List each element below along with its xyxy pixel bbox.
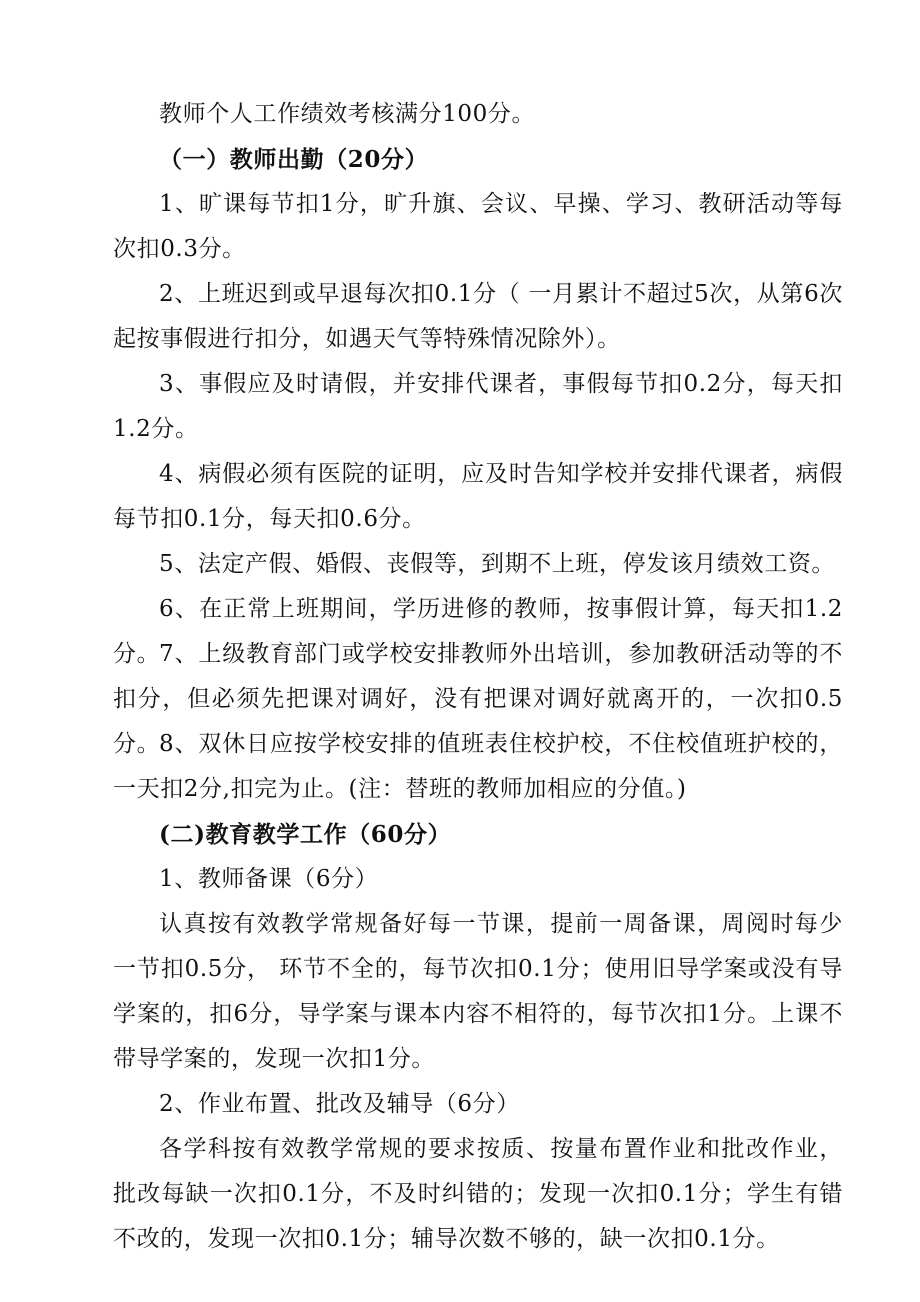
section-1-item-7: 7、上级教育部门或学校安排教师外出培训，参加教研活动等的不扣分，但必须先把课对调好，没有把课对调好就离开的，一次扣0.5分。 [113,641,843,757]
section-2-heading: (二)教育教学工作（60分） [159,821,452,848]
intro-paragraph: 教师个人工作绩效考核满分100分。 [159,101,536,127]
section-2-sub-1-body: 认真按有效教学常规备好每一节课，提前一周备课，周阅时每少一节扣0.5分， 环节不全的，每节次扣0.1分；使用旧导学案或没有导学案的，扣6分，导学案与课本内容不相符的，每节次扣1分。上课不带导学案的，发现一次扣1分。 [113,911,843,1072]
section-1-item-3: 3、事假应及时请假，并安排代课者，事假每节扣0.2分，每天扣1.2分。 [113,371,843,442]
section-2-sub-2-body: 各学科按有效教学常规的要求按质、按量布置作业和批改作业，批改每缺一次扣0.1分，不及时纠错的；发现一次扣0.1分；学生有错不改的，发现一次扣0.1分；辅导次数不够的，缺一次扣0.1分。 [113,1136,843,1252]
section-1-item-6: 6、在正常上班期间，学历进修的教师，按事假计算，每天扣1.2分。 [113,596,843,667]
section-2-sub-1-title: 1、教师备课（6分） [159,866,379,892]
section-1-item-8: 8、双休日应按学校安排的值班表住校护校，不住校值班护校的，一天扣2分,扣完为止。(注：替班的教师加相应的分值。) [113,731,843,802]
section-1-heading: （一）教师出勤（20分） [159,146,429,173]
section-2-sub-2-title: 2、作业布置、批改及辅导（6分） [159,1091,520,1117]
section-1-item-5: 5、法定产假、婚假、丧假等，到期不上班，停发该月绩效工资。 [159,551,836,577]
section-1-item-2: 2、上班迟到或早退每次扣0.1分（ 一月累计不超过5次，从第6次起按事假进行扣分，如遇天气等特殊情况除外）。 [113,281,843,352]
section-1-item-4: 4、病假必须有医院的证明，应及时告知学校并安排代课者，病假每节扣0.1分，每天扣0.6分。 [113,461,843,532]
section-1-item-1: 1、旷课每节扣1分，旷升旗、会议、早操、学习、教研活动等每次扣0.3分。 [113,191,843,262]
